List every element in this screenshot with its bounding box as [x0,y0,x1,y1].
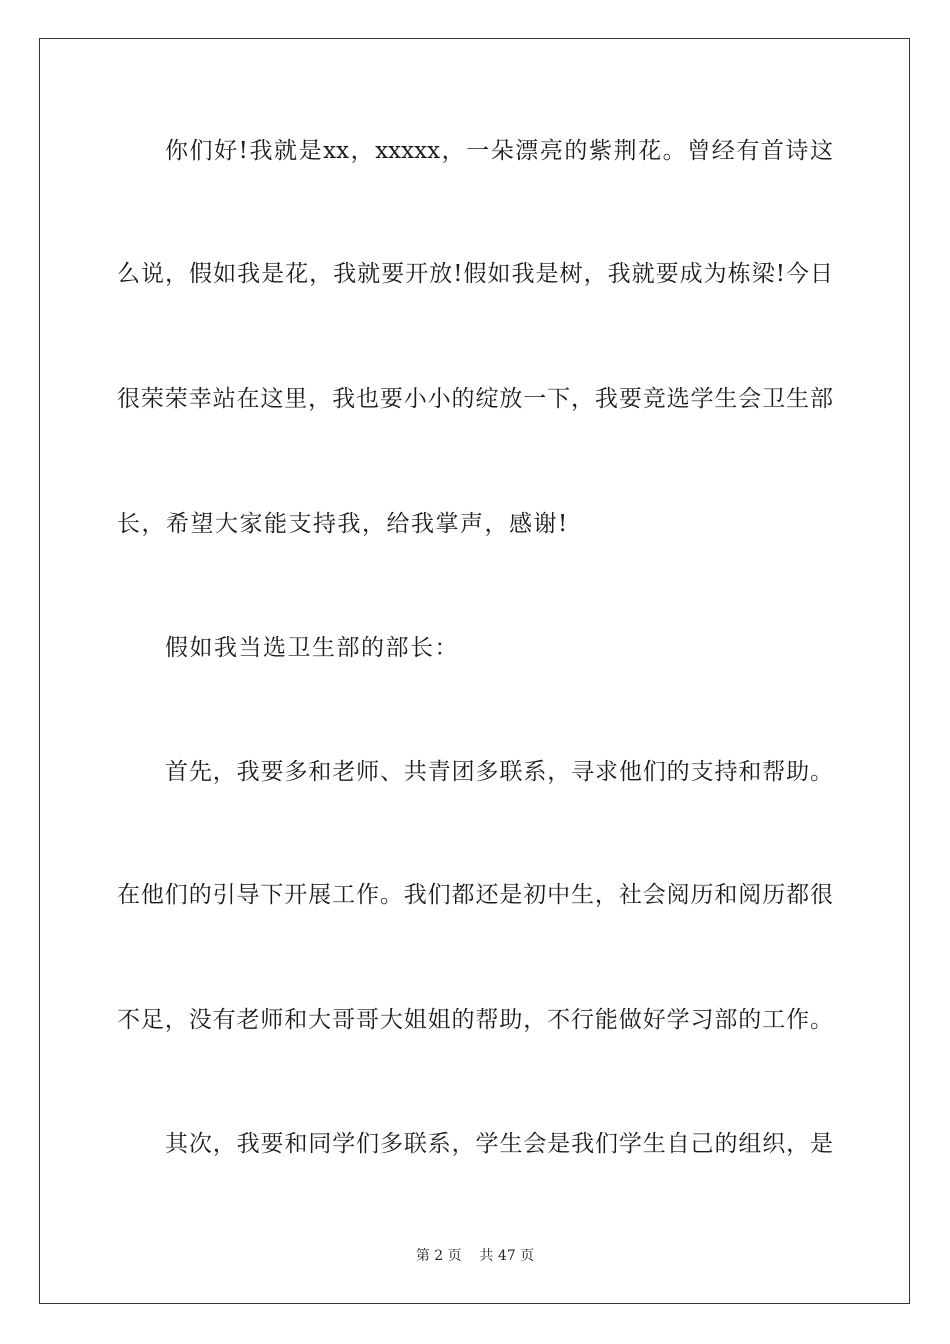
paragraph-line-6: 首先，我要多和老师、共青团多联系，寻求他们的支持和帮助。 [165,759,833,785]
paragraph-line-2: 么说，假如我是花，我就要开放!假如我是树，我就要成为栋梁!今日 [117,261,833,287]
paragraph-line-9: 其次，我要和同学们多联系，学生会是我们学生自己的组织，是 [165,1131,833,1157]
paragraph-line-1: 你们好!我就是xx，xxxxx，一朵漂亮的紫荆花。曾经有首诗这 [165,138,833,164]
paragraph-line-7: 在他们的引导下开展工作。我们都还是初中生，社会阅历和阅历都很 [117,882,833,908]
paragraph-line-3: 很荣荣幸站在这里，我也要小小的绽放一下，我要竞选学生会卫生部 [117,386,833,412]
paragraph-line-5: 假如我当选卫生部的部长： [165,635,459,661]
paragraph-line-8: 不足，没有老师和大哥哥大姐姐的帮助，不行能做好学习部的工作。 [117,1007,833,1033]
page-number-footer: 第 2 页 共 47 页 [415,1248,535,1264]
page-border [39,38,910,1304]
paragraph-line-4: 长，希望大家能支持我，给我掌声，感谢! [117,511,569,537]
